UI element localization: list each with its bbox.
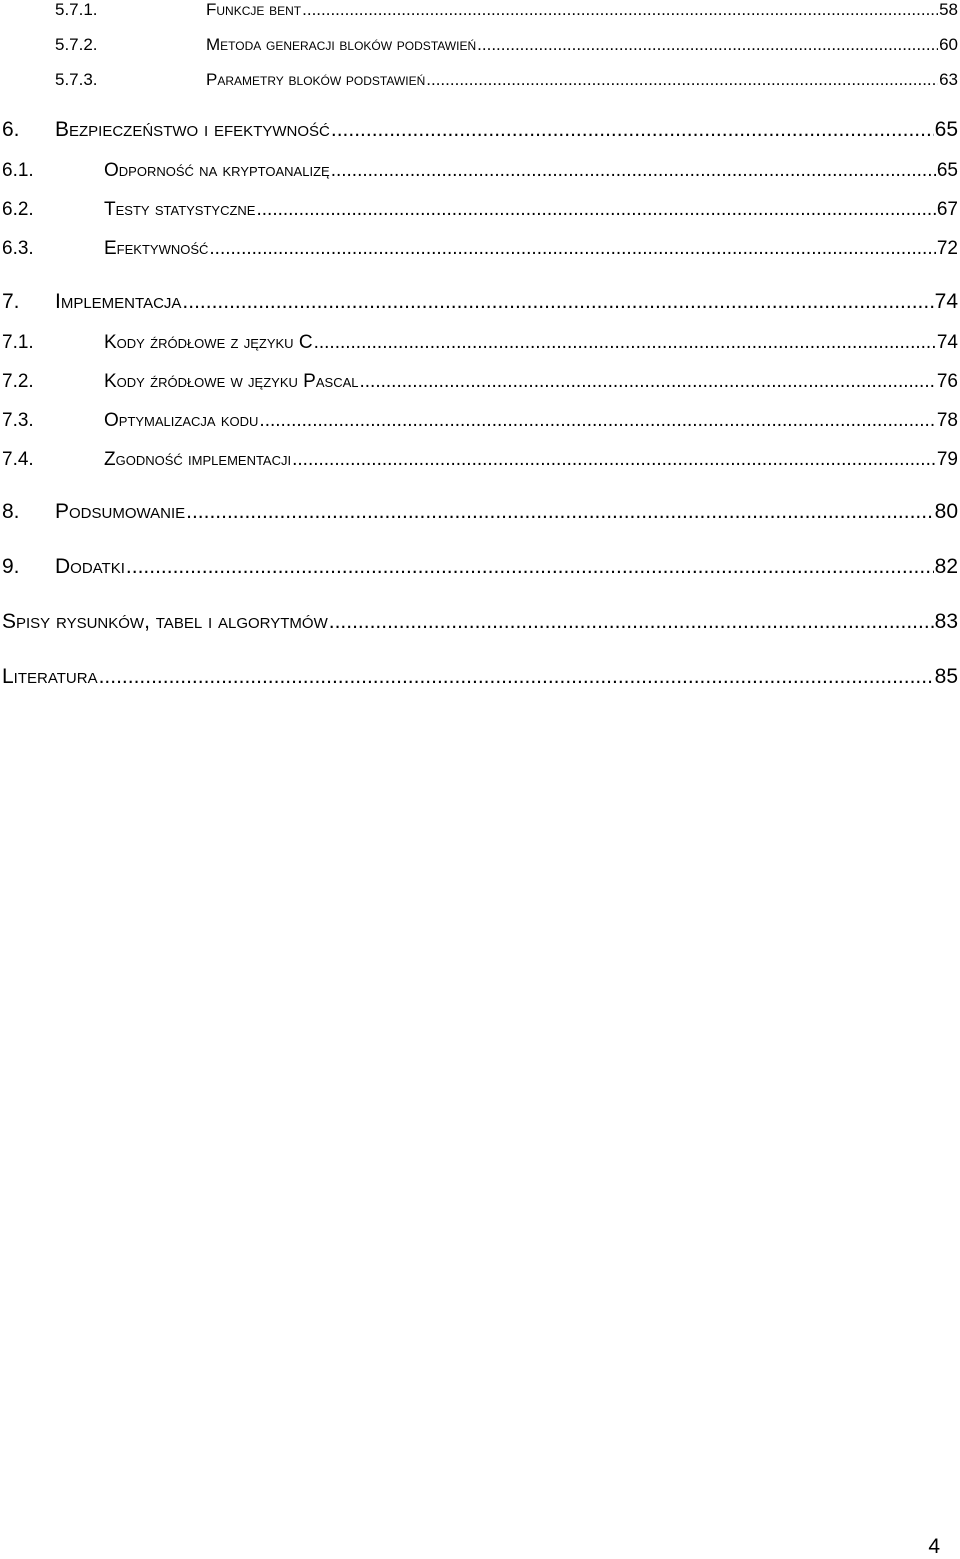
toc-entry-title: Podsumowanie xyxy=(55,500,186,523)
toc-entry-page: 60 xyxy=(939,35,958,54)
toc-entry[interactable] xyxy=(2,371,958,397)
toc-entry-page: 83 xyxy=(934,610,958,633)
dot-leader xyxy=(292,449,936,471)
toc-entry-title: Odporność na kryptoanalizę xyxy=(104,160,330,181)
toc-entry-title: Kody źródłowe z języku C xyxy=(104,332,313,353)
toc-entry-number: 6.3. xyxy=(2,238,34,259)
toc-entry-number: 7.2. xyxy=(2,371,34,392)
dot-leader xyxy=(99,665,934,689)
dot-leader xyxy=(477,35,938,55)
toc-entry-title: Testy statystyczne xyxy=(104,199,256,220)
dot-leader xyxy=(360,371,936,393)
toc-entry-title: Parametry bloków podstawień xyxy=(206,70,426,89)
toc-entry[interactable] xyxy=(2,332,958,358)
toc-entry[interactable] xyxy=(2,500,958,528)
toc-entry-page: 79 xyxy=(936,449,958,470)
page-number: 4 xyxy=(928,1535,940,1558)
toc-entry-title: Dodatki xyxy=(55,555,125,578)
toc-entry-page: 65 xyxy=(934,118,958,141)
toc-entry-page: 78 xyxy=(936,410,958,431)
toc-entry-title: Efektywność xyxy=(104,238,209,259)
toc-entry-page: 65 xyxy=(936,160,958,181)
toc-entry-page: 74 xyxy=(936,332,958,353)
toc-entry[interactable] xyxy=(2,160,958,186)
dot-leader xyxy=(126,555,934,579)
dot-leader xyxy=(182,290,933,314)
toc-entry-page: 74 xyxy=(934,290,958,313)
dot-leader xyxy=(426,70,938,90)
toc-entry-number: 7.4. xyxy=(2,449,34,470)
toc-entry-page: 67 xyxy=(936,199,958,220)
toc-entry-number: 6. xyxy=(2,118,20,141)
toc-entry-page: 85 xyxy=(934,665,958,688)
toc-entry[interactable] xyxy=(55,35,958,59)
toc-entry[interactable] xyxy=(2,199,958,225)
dot-leader xyxy=(329,610,934,634)
dot-leader xyxy=(331,118,934,142)
toc-entry[interactable] xyxy=(2,290,958,318)
dot-leader xyxy=(314,332,936,354)
toc-entry-title: Bezpieczeństwo i efektywność xyxy=(55,118,330,141)
toc-entry-title: Zgodność implementacji xyxy=(104,449,292,470)
toc-entry-number: 5.7.2. xyxy=(55,35,98,54)
toc-entry-number: 7.3. xyxy=(2,410,34,431)
toc-entry[interactable] xyxy=(2,449,958,475)
toc-entry-number: 5.7.1. xyxy=(55,0,98,19)
dot-leader xyxy=(331,160,936,182)
toc-entry[interactable] xyxy=(2,610,958,638)
toc-entry-number: 7.1. xyxy=(2,332,34,353)
toc-entry[interactable] xyxy=(2,118,958,146)
toc-entry[interactable] xyxy=(2,410,958,436)
toc-entry-title: Kody źródłowe w języku Pascal xyxy=(104,371,359,392)
dot-leader xyxy=(256,199,935,221)
dot-leader xyxy=(209,238,935,260)
toc-entry-page: 80 xyxy=(934,500,958,523)
toc-entry-page: 76 xyxy=(936,371,958,392)
toc-entry-title: Spisy rysunków, tabel i algorytmów xyxy=(2,610,328,633)
dot-leader xyxy=(302,0,938,20)
toc-entry-title: Implementacja xyxy=(55,290,182,313)
toc-entry-title: Literatura xyxy=(2,665,98,688)
toc-entry-number: 9. xyxy=(2,555,20,578)
toc-entry-number: 6.2. xyxy=(2,199,34,220)
dot-leader xyxy=(186,500,934,524)
toc-entry[interactable] xyxy=(2,238,958,264)
toc-entry[interactable] xyxy=(55,70,958,94)
toc-entry-title: Metoda generacji bloków podstawień xyxy=(206,35,477,54)
toc-entry-number: 8. xyxy=(2,500,20,523)
toc-entry-number: 7. xyxy=(2,290,20,313)
toc-entry-page: 82 xyxy=(934,555,958,578)
toc-entry-page: 58 xyxy=(939,0,958,19)
toc-entry-title: Optymalizacja kodu xyxy=(104,410,259,431)
toc-entry-page: 72 xyxy=(936,238,958,259)
toc-entry-title: Funkcje bent xyxy=(206,0,302,19)
dot-leader xyxy=(259,410,935,432)
toc-entry-number: 6.1. xyxy=(2,160,34,181)
toc-entry[interactable] xyxy=(55,0,958,24)
toc-entry-page: 63 xyxy=(939,70,958,89)
toc-entry-number: 5.7.3. xyxy=(55,70,98,89)
toc-entry[interactable] xyxy=(2,555,958,583)
toc-entry[interactable] xyxy=(2,665,958,693)
